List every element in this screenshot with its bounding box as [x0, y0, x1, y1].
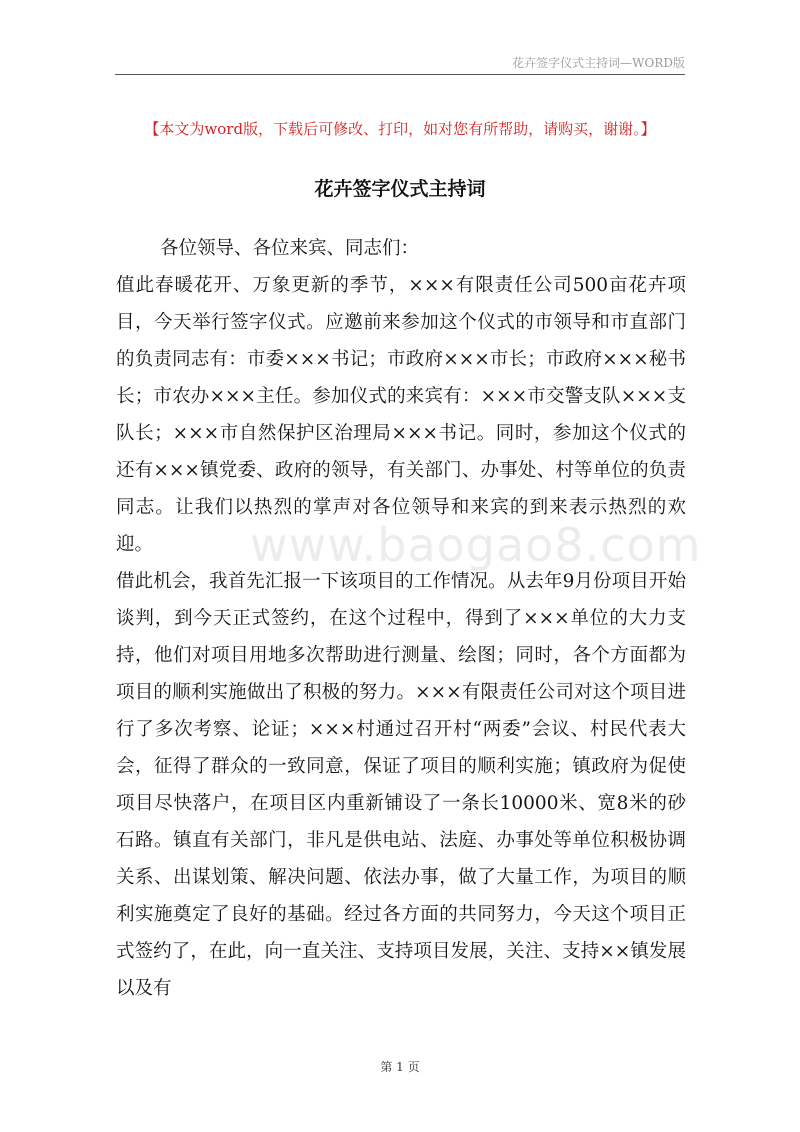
salutation: 各位领导、各位来宾、同志们： — [160, 238, 420, 259]
paragraph-2: 借此机会，我首先汇报一下该项目的工作情况。从去年9月份项目开始谈判，到今天正式签约，在这个过程中，得到了×××单位的大力支持，他们对项目用地多次帮助进行测量、绘图；同时，各个方面都为项目的顺利实施做出了积极的努力。×××有限责任公司对这个项目进行了多次考察、论证；×××村通过召开村“两委”会议、村民代表大会，征得了群众的一致同意，保证了项目的顺利实施；镇政府为促使项目尽快落户，在项目区内重新铺设了一条长10000米、宽8米的砂石路。镇直有关部门，非凡是供电站、法庭、办事处等单位积极协调关系、出谋划策、解决问题、依法办事，做了大量工作，为项目的顺利实施奠定了良好的基础。经过各方面的共同努力，今天这个项目正式签约了，在此，向一直关注、支持项目发展，关注、支持××镇发展以及有 — [116, 571, 686, 999]
download-notice: 【本文为word版，下载后可修改、打印，如对您有所帮助，请购买，谢谢。】 — [144, 120, 656, 138]
page-number: 第 1 页 — [380, 1060, 420, 1074]
page-header — [115, 52, 685, 75]
watermark: www.baogao8.com — [250, 518, 702, 572]
header-text: 花卉签字仪式主持词—WORD版 — [512, 56, 685, 70]
paragraph-1: 值此春暖花开、万象更新的季节，×××有限责任公司500亩花卉项目，今天举行签字仪式。应邀前来参加这个仪式的市领导和市直部门的负责同志有：市委×××书记；市政府×××市长；市政府×××秘书长；市农办×××主任。参加仪式的来宾有：×××市交警支队×××支队长；×××市自然保护区治理局×××书记。同时，参加这个仪式的还有×××镇党委、政府的领导，有关部门、办事处、村等单位的负责同志。让我们以热烈的掌声对各位领导和来宾的到来表示热烈的欢迎。 — [116, 275, 686, 555]
document-body — [116, 230, 686, 1007]
document-title: 花卉签字仪式主持词 — [314, 178, 486, 200]
